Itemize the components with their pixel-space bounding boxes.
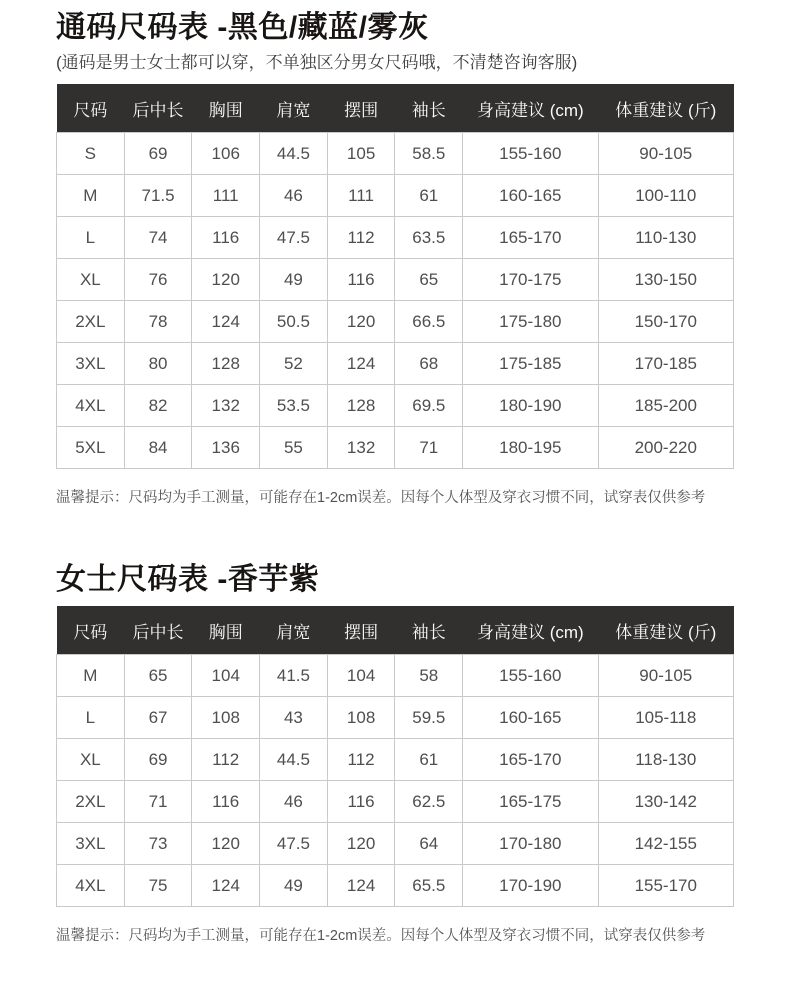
value-cell: 150-170 xyxy=(598,301,733,343)
value-cell: 78 xyxy=(124,301,192,343)
value-cell: 65 xyxy=(124,655,192,697)
table-header-row xyxy=(57,84,734,133)
value-cell: 185-200 xyxy=(598,385,733,427)
value-cell: 200-220 xyxy=(598,427,733,469)
table-header-row xyxy=(57,606,734,655)
value-cell: 132 xyxy=(192,385,260,427)
value-cell: 108 xyxy=(327,697,395,739)
value-cell: 128 xyxy=(327,385,395,427)
column-header: 胸围 xyxy=(192,84,260,133)
unisex-chart-title: 通码尺码表 -黑色/藏蓝/雾灰 xyxy=(56,11,429,44)
value-cell: 104 xyxy=(327,655,395,697)
unisex-size-table xyxy=(56,84,734,469)
size-cell: 3XL xyxy=(57,823,125,865)
size-cell: 4XL xyxy=(57,865,125,907)
value-cell: 69 xyxy=(124,739,192,781)
size-cell: M xyxy=(57,655,125,697)
value-cell: 116 xyxy=(327,781,395,823)
womens-size-table xyxy=(56,606,734,907)
table-body xyxy=(57,655,734,907)
womens-chart-title: 女士尺码表 -香芋紫 xyxy=(56,563,320,596)
value-cell: 46 xyxy=(260,781,328,823)
value-cell: 58.5 xyxy=(395,133,463,175)
value-cell: 64 xyxy=(395,823,463,865)
value-cell: 175-185 xyxy=(463,343,598,385)
value-cell: 170-175 xyxy=(463,259,598,301)
value-cell: 118-130 xyxy=(598,739,733,781)
size-chart-content xyxy=(0,12,790,946)
table-row xyxy=(57,823,734,865)
value-cell: 74 xyxy=(124,217,192,259)
value-cell: 71 xyxy=(124,781,192,823)
table-row xyxy=(57,427,734,469)
value-cell: 65.5 xyxy=(395,865,463,907)
value-cell: 165-170 xyxy=(463,217,598,259)
value-cell: 47.5 xyxy=(260,217,328,259)
value-cell: 111 xyxy=(192,175,260,217)
column-header: 肩宽 xyxy=(260,84,328,133)
size-cell: 5XL xyxy=(57,427,125,469)
value-cell: 49 xyxy=(260,865,328,907)
value-cell: 104 xyxy=(192,655,260,697)
value-cell: 110-130 xyxy=(598,217,733,259)
size-cell: 3XL xyxy=(57,343,125,385)
value-cell: 71.5 xyxy=(124,175,192,217)
table-row xyxy=(57,301,734,343)
table-row xyxy=(57,133,734,175)
value-cell: 124 xyxy=(192,301,260,343)
column-header: 体重建议 (斤) xyxy=(598,84,733,133)
value-cell: 52 xyxy=(260,343,328,385)
value-cell: 46 xyxy=(260,175,328,217)
value-cell: 112 xyxy=(327,217,395,259)
value-cell: 49 xyxy=(260,259,328,301)
value-cell: 130-142 xyxy=(598,781,733,823)
value-cell: 105 xyxy=(327,133,395,175)
value-cell: 61 xyxy=(395,175,463,217)
unisex-size-chart-section xyxy=(56,12,734,508)
table-row xyxy=(57,217,734,259)
value-cell: 180-190 xyxy=(463,385,598,427)
value-cell: 69.5 xyxy=(395,385,463,427)
size-cell: 2XL xyxy=(57,781,125,823)
value-cell: 80 xyxy=(124,343,192,385)
value-cell: 170-180 xyxy=(463,823,598,865)
value-cell: 63.5 xyxy=(395,217,463,259)
value-cell: 120 xyxy=(192,259,260,301)
value-cell: 130-150 xyxy=(598,259,733,301)
value-cell: 50.5 xyxy=(260,301,328,343)
value-cell: 112 xyxy=(327,739,395,781)
column-header: 后中长 xyxy=(124,606,192,655)
value-cell: 71 xyxy=(395,427,463,469)
value-cell: 165-170 xyxy=(463,739,598,781)
column-header: 尺码 xyxy=(57,606,125,655)
value-cell: 170-190 xyxy=(463,865,598,907)
value-cell: 175-180 xyxy=(463,301,598,343)
size-cell: XL xyxy=(57,259,125,301)
value-cell: 73 xyxy=(124,823,192,865)
size-cell: L xyxy=(57,697,125,739)
table-row xyxy=(57,385,734,427)
column-header: 袖长 xyxy=(395,84,463,133)
value-cell: 180-195 xyxy=(463,427,598,469)
size-cell: 4XL xyxy=(57,385,125,427)
value-cell: 128 xyxy=(192,343,260,385)
table-row xyxy=(57,697,734,739)
value-cell: 55 xyxy=(260,427,328,469)
table-row xyxy=(57,175,734,217)
note-label: 温馨提示： xyxy=(56,928,129,944)
value-cell: 124 xyxy=(327,865,395,907)
column-header: 体重建议 (斤) xyxy=(598,606,733,655)
size-cell: XL xyxy=(57,739,125,781)
value-cell: 67 xyxy=(124,697,192,739)
column-header: 身高建议 (cm) xyxy=(463,84,598,133)
value-cell: 108 xyxy=(192,697,260,739)
column-header: 摆围 xyxy=(327,606,395,655)
value-cell: 62.5 xyxy=(395,781,463,823)
value-cell: 53.5 xyxy=(260,385,328,427)
value-cell: 47.5 xyxy=(260,823,328,865)
value-cell: 155-160 xyxy=(463,133,598,175)
value-cell: 65 xyxy=(395,259,463,301)
value-cell: 41.5 xyxy=(260,655,328,697)
value-cell: 111 xyxy=(327,175,395,217)
value-cell: 44.5 xyxy=(260,739,328,781)
value-cell: 165-175 xyxy=(463,781,598,823)
value-cell: 106 xyxy=(192,133,260,175)
value-cell: 90-105 xyxy=(598,133,733,175)
column-header: 胸围 xyxy=(192,606,260,655)
value-cell: 59.5 xyxy=(395,697,463,739)
womens-chart-note xyxy=(56,926,734,946)
size-cell: 2XL xyxy=(57,301,125,343)
value-cell: 116 xyxy=(327,259,395,301)
value-cell: 69 xyxy=(124,133,192,175)
value-cell: 76 xyxy=(124,259,192,301)
column-header: 身高建议 (cm) xyxy=(463,606,598,655)
size-cell: M xyxy=(57,175,125,217)
value-cell: 124 xyxy=(192,865,260,907)
womens-size-chart-section xyxy=(56,564,734,946)
table-row xyxy=(57,259,734,301)
table-row xyxy=(57,739,734,781)
value-cell: 116 xyxy=(192,781,260,823)
value-cell: 58 xyxy=(395,655,463,697)
note-text: 尺码均为手工测量，可能存在1-2cm误差。因每个人体型及穿衣习惯不同，试穿表仅供参考 xyxy=(128,490,706,506)
column-header: 摆围 xyxy=(327,84,395,133)
note-label: 温馨提示： xyxy=(56,490,129,506)
value-cell: 61 xyxy=(395,739,463,781)
value-cell: 43 xyxy=(260,697,328,739)
value-cell: 68 xyxy=(395,343,463,385)
value-cell: 120 xyxy=(327,823,395,865)
note-text: 尺码均为手工测量，可能存在1-2cm误差。因每个人体型及穿衣习惯不同，试穿表仅供参考 xyxy=(128,928,706,944)
value-cell: 75 xyxy=(124,865,192,907)
table-row xyxy=(57,781,734,823)
column-header: 肩宽 xyxy=(260,606,328,655)
size-cell: L xyxy=(57,217,125,259)
unisex-chart-subtitle: (通码是男士女士都可以穿，不单独区分男女尺码哦，不清楚咨询客服) xyxy=(56,53,578,72)
table-row xyxy=(57,655,734,697)
value-cell: 112 xyxy=(192,739,260,781)
value-cell: 44.5 xyxy=(260,133,328,175)
table-body xyxy=(57,133,734,469)
column-header: 后中长 xyxy=(124,84,192,133)
value-cell: 82 xyxy=(124,385,192,427)
value-cell: 100-110 xyxy=(598,175,733,217)
column-header: 袖长 xyxy=(395,606,463,655)
value-cell: 105-118 xyxy=(598,697,733,739)
value-cell: 155-160 xyxy=(463,655,598,697)
value-cell: 120 xyxy=(192,823,260,865)
value-cell: 155-170 xyxy=(598,865,733,907)
value-cell: 132 xyxy=(327,427,395,469)
value-cell: 66.5 xyxy=(395,301,463,343)
unisex-chart-note xyxy=(56,488,734,508)
value-cell: 116 xyxy=(192,217,260,259)
value-cell: 124 xyxy=(327,343,395,385)
value-cell: 90-105 xyxy=(598,655,733,697)
size-cell: S xyxy=(57,133,125,175)
column-header: 尺码 xyxy=(57,84,125,133)
value-cell: 120 xyxy=(327,301,395,343)
value-cell: 136 xyxy=(192,427,260,469)
table-row xyxy=(57,343,734,385)
value-cell: 160-165 xyxy=(463,175,598,217)
value-cell: 142-155 xyxy=(598,823,733,865)
table-row xyxy=(57,865,734,907)
value-cell: 84 xyxy=(124,427,192,469)
value-cell: 170-185 xyxy=(598,343,733,385)
value-cell: 160-165 xyxy=(463,697,598,739)
